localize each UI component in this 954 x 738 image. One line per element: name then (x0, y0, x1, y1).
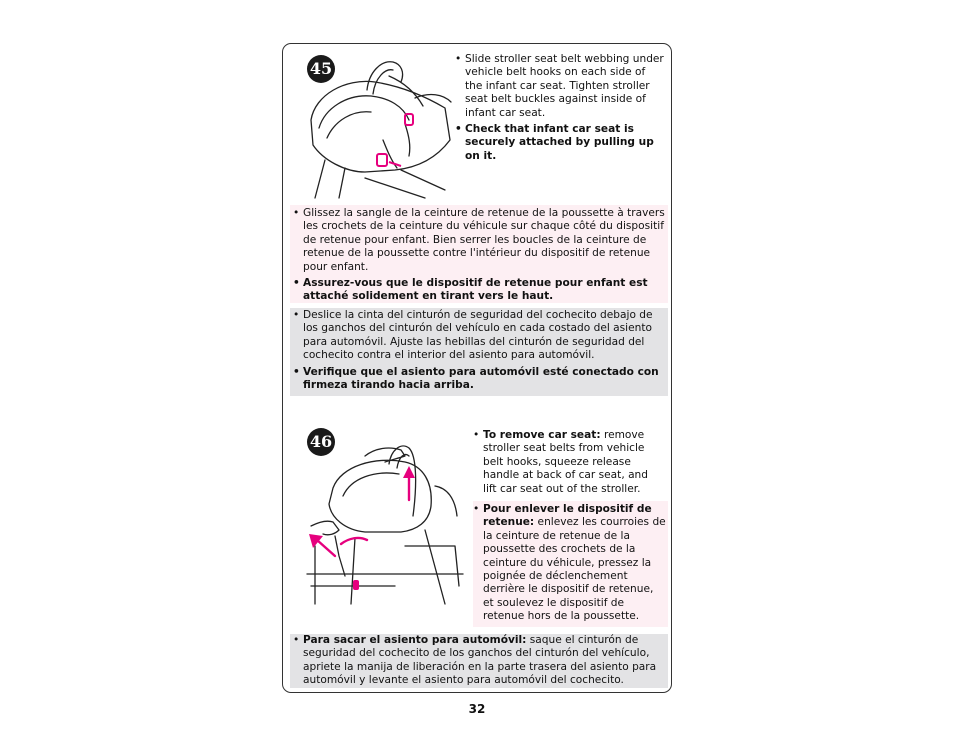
step-45-fr-warning: • Assurez-vous que le dispositif de retenue pour enfant est attaché solidement en tirant vers le haut. (293, 277, 666, 304)
step-45-badge: 45 (307, 55, 335, 83)
step-46-badge: 46 (307, 428, 335, 456)
step-46-en-lead: To remove car seat: (483, 429, 601, 441)
step-46-es-text-block (293, 634, 666, 688)
step-46-es-text: saque el cinturón de seguridad del cochecito de los ganchos del cinturón del vehículo, apriete la manija de liberación en la parte trasera del asiento para automóvil y levante el asiento para automóvil del cochecito. (303, 634, 657, 687)
step-46-en-text-block (473, 429, 663, 496)
step-46-illustration (305, 426, 465, 606)
step-46-fr-block (473, 501, 668, 627)
step-45-es-block (290, 308, 668, 396)
page-number: 32 (468, 702, 486, 716)
step-46-fr-text: enlevez les courroies de la ceinture de retenue de la poussette des crochets de la ceinture du véhicule, pressez la poignée de déclenchement derrière le dispositif de retenue, et soulevez le dispositif de retenue hors de la poussette. (483, 516, 666, 623)
step-45-en-instruction: • Slide stroller seat belt webbing under vehicle belt hooks on each side of the infant car seat. Tighten stroller seat belt buckles against inside of infant car seat. (455, 53, 665, 120)
step-45-fr-instruction: • Glissez la sangle de la ceinture de retenue de la poussette à travers les crochets de la ceinture du véhicule sur chaque côté du dispositif de retenue pour enfant. Bien serrer les boucles de la ceinture de retenue de la poussette contre l'intérieur du dispositif de retenue pour enfant. (293, 207, 666, 274)
step-45-fr-block (290, 205, 668, 303)
step-46-fr-text-block (473, 503, 666, 624)
step-46-es-lead: Para sacar el asiento para automóvil: (303, 634, 527, 646)
step-45-en-warning: • Check that infant car seat is securely attached by pulling up on it. (455, 123, 665, 163)
step-46-es-block (290, 634, 668, 688)
step-46-en-text: remove stroller seat belts from vehicle belt hooks, squeeze release handle at back of car seat, and lift car seat out of the stroller. (483, 429, 648, 495)
step-46-fr-lead: Pour enlever le dispositif de retenue: (483, 503, 652, 529)
step-45-illustration (305, 50, 453, 200)
step-45-es-warning: • Verifique que el asiento para automóvil esté conectado con firmeza tirando hacia arriba. (293, 366, 666, 393)
instruction-card (282, 43, 672, 693)
step-45-es-instruction: • Deslice la cinta del cinturón de seguridad del cochecito debajo de los ganchos del cinturón del vehículo en cada costado del asiento para automóvil. Ajuste las hebillas del cinturón de seguridad del cochecito contra el interior del asiento para automóvil. (293, 309, 666, 363)
